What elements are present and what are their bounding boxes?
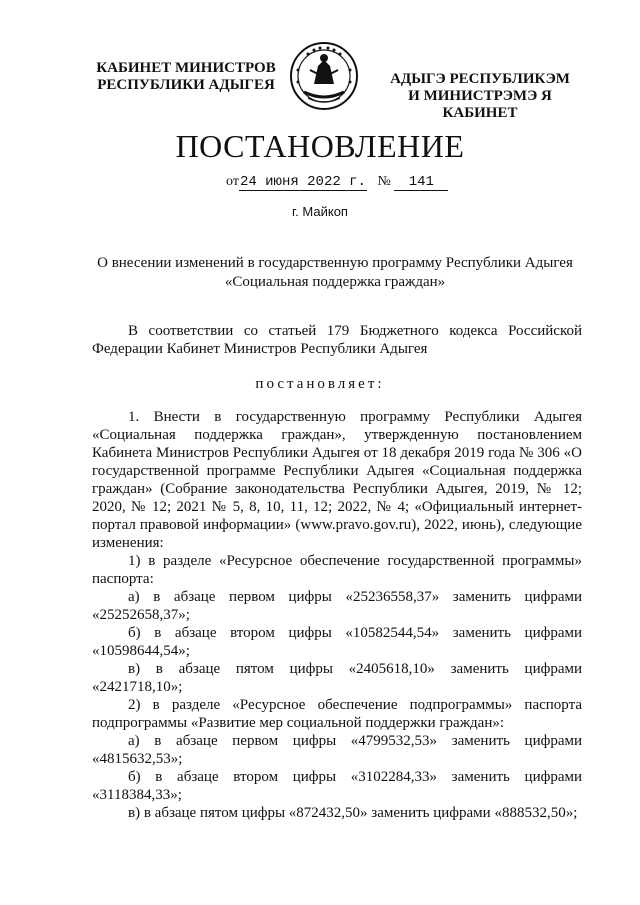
number-sign: № <box>377 174 391 189</box>
subject-line-2: «Социальная поддержка граждан» <box>224 274 446 290</box>
adygea-coat-of-arms-icon <box>288 40 360 112</box>
document-subject <box>80 254 590 292</box>
issuer-line-1: КАБИНЕТ МИНИСТРОВ <box>96 60 276 76</box>
issuer-adyghe-line-1: АДЫГЭ РЕСПУБЛИКЭМ <box>390 71 570 87</box>
subject-line-1: О внесении изменений в государственную программу Республики Адыгея <box>97 255 573 271</box>
issuer-name-russian <box>96 60 276 94</box>
issuer-line-2: РЕСПУБЛИКИ АДЫГЕЯ <box>97 77 275 93</box>
subitem-1c: в) в абзаце пятом цифры «2405618,10» заменить цифрами «2421718,10»; <box>92 661 582 695</box>
decree-word: постановляет: <box>255 376 385 392</box>
subitem-2b: б) в абзаце втором цифры «3102284,33» заменить цифрами «3118384,33»; <box>92 769 582 803</box>
subitem-2a: а) в абзаце первом цифры «4799532,53» заменить цифрами «4815632,53»; <box>92 733 582 767</box>
date-number-line <box>226 174 448 191</box>
subitem-1: 1) в разделе «Ресурсное обеспечение государственной программы» паспорта: <box>92 553 582 587</box>
date-prefix: от <box>226 174 239 189</box>
subitem-2: 2) в разделе «Ресурсное обеспечение подпрограммы» паспорта подпрограммы «Развитие мер социальной поддержки граждан»: <box>92 697 582 731</box>
city: г. Майкоп <box>292 204 348 219</box>
preamble: В соответствии со статьей 179 Бюджетного кодекса Российской Федерации Кабинет Министров Республики Адыгея <box>92 323 582 357</box>
document-date: 24 июня 2022 г. <box>239 174 366 190</box>
issuer-adyghe-line-2: И МИНИСТРЭМЭ Я КАБИНЕТ <box>408 88 552 121</box>
subitem-1a: а) в абзаце первом цифры «25236558,37» заменить цифрами «25252658,37»; <box>92 589 582 623</box>
document-number: 141 <box>394 174 448 191</box>
paragraph-1: 1. Внести в государственную программу Республики Адыгея «Социальная поддержка граждан», утвержденную постановлением Кабинета Министров Республики Адыгея от 18 декабря 2019 года № 306 «О государственной программе Республики Адыгея «Социальная поддержка граждан» (Собрание законодательства Республики Адыгея, 2019, № 12; 2020, № 12; 2021 № 5, 8, 10, 11, 12; 2022, № 4; «Официальный интернет-портал правовой информации» (www.pravo.gov.ru), 2022, июнь), следующие изменения: <box>92 409 582 551</box>
decree-body <box>92 408 582 822</box>
issuer-name-adyghe <box>370 71 590 122</box>
subitem-1b: б) в абзаце втором цифры «10582544,54» заменить цифрами «10598644,54»; <box>92 625 582 659</box>
subitem-2c: в) в абзаце пятом цифры «872432,50» заменить цифрами «888532,50»; <box>128 805 578 821</box>
document-title: ПОСТАНОВЛЕНИЕ <box>175 128 465 164</box>
